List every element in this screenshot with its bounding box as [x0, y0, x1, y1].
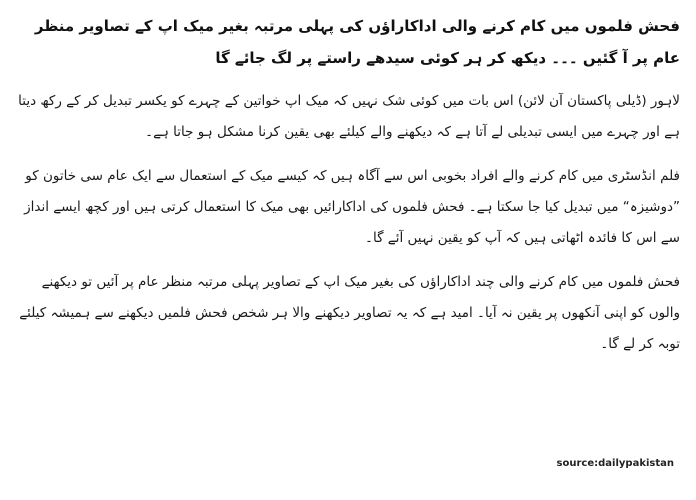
- article-paragraph: لاہور (ڈیلی پاکستان آن لائن) اس بات میں کوئی شک نہیں کہ میک اپ خواتین کے چہرے کو یکسر تبدیل کر کے رکھ دیتا ہے اور چہرے میں ایسی تبدیلی لے آتا ہے کہ دیکھنے والے کیلئے بھی یقین کرنا مشکل ہو جاتا ہے۔: [18, 93, 680, 140]
- article-paragraph: فلم انڈسٹری میں کام کرنے والے افراد بخوبی اس سے آگاہ ہیں کہ کیسے میک کے استعمال سے ایک عام سی خاتون کو ”دوشیزہ“ میں تبدیل کیا جا سکتا ہے۔ فحش فلموں کی اداکارائیں بھی میک کا استعمال کرتی ہیں اور کچھ ایسے انداز سے اس کا فائدہ اٹھاتی ہیں کہ آپ کو یقین نہیں آئے گا۔: [24, 168, 680, 246]
- article: [14, 10, 680, 373]
- article-headline: فحش فلموں میں کام کرنے والی اداکاراؤں کی پہلی مرتبہ بغیر میک اپ کے تصاویر منظر عام پر آ گئیں ۔۔۔ دیکھ کر ہر کوئی سیدھے راستے پر لگ جائے گا: [34, 17, 680, 67]
- source-credit: source:dailypakistan: [556, 458, 674, 469]
- article-paragraph: فحش فلموں میں کام کرنے والی چند اداکاراؤں کی بغیر میک اپ کے تصاویر پہلی مرتبہ منظر عام پر آئیں تو دیکھنے والوں کو اپنی آنکھوں پر یقین نہ آیا۔ امید ہے کہ یہ تصاویر دیکھنے والا ہر شخص فحش فلمیں دیکھنے سے ہمیشہ کیلئے توبہ کر لے گا۔: [19, 274, 680, 352]
